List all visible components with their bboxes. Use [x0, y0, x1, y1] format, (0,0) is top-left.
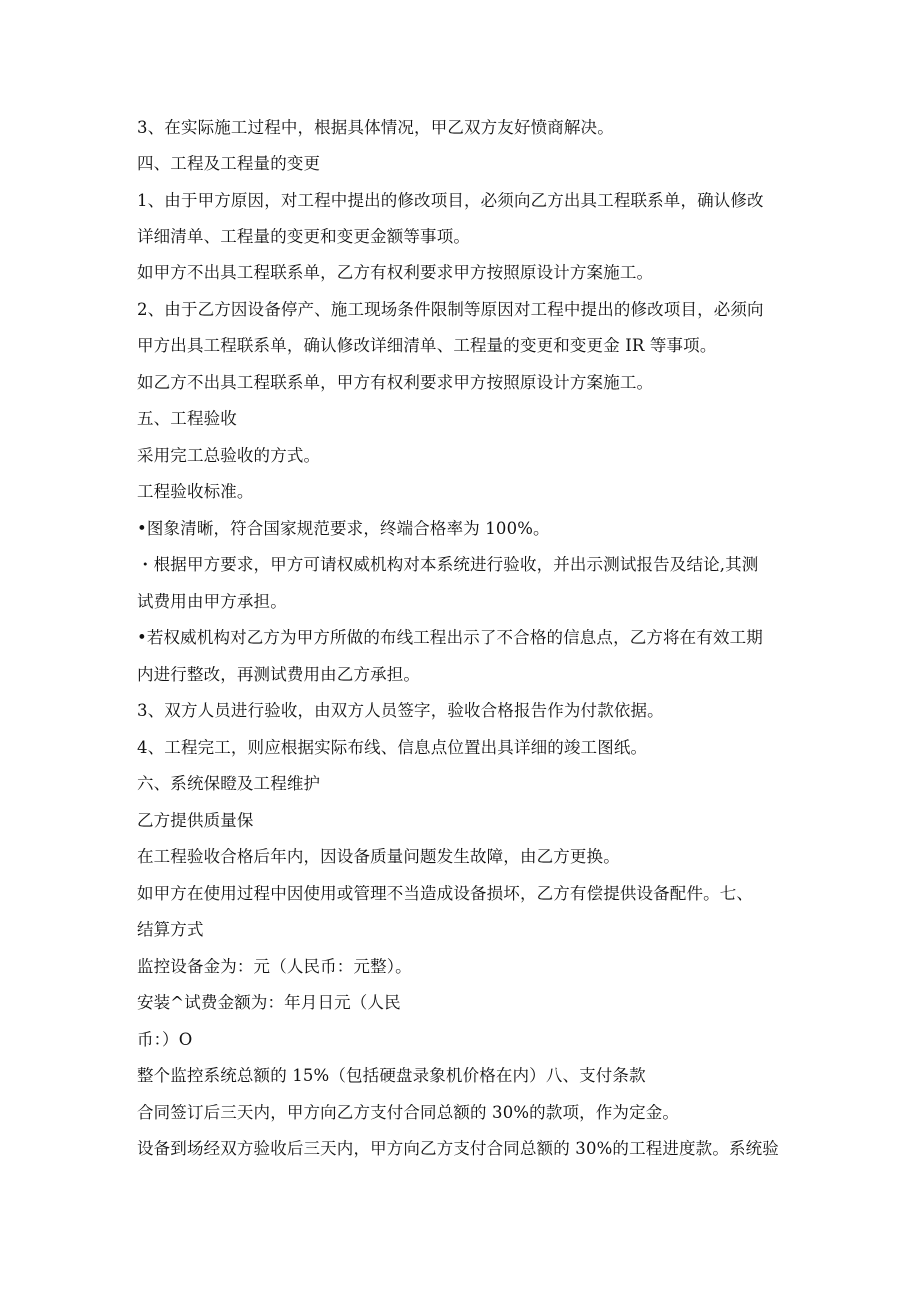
text-line: 甲方出具工程联系单，确认修改详细清单、工程量的变更和变更金 IR 等事项。	[137, 336, 717, 355]
text-line: 如乙方不出具工程联系单，甲方有权利要求甲方按照原设计方案施工。	[137, 373, 654, 392]
text-line: 如甲方不出具工程联系单，乙方有权利要求甲方按照原设计方案施工。	[137, 263, 654, 282]
text-line: 如甲方在使用过程中因使用或管理不当造成设备损坏，乙方有偿提供设备配件。七、	[137, 884, 754, 903]
text-line: 安装^试费金额为：年月日元（人民	[137, 993, 401, 1012]
section-heading: 结算方式	[137, 920, 204, 939]
bullet-line: •图象清晰，符合国家规范要求，终端合格率为 100%。	[137, 519, 550, 538]
section-heading: 六、系统保瞪及工程维护	[137, 774, 321, 793]
text-line: 4、工程完工，则应根据实际布线、信息点位置出具详细的竣工图纸。	[137, 738, 648, 757]
text-line: 币：）O	[137, 1030, 193, 1049]
bullet-line: ・根据甲方要求，甲方可请权威机构对本系统进行验收，并出示测试报告及结论,其测	[137, 555, 759, 574]
text-line: 详细清单、工程量的变更和变更金额等事项。	[137, 227, 470, 246]
text-line: 内进行整改，再测试费用由乙方承担。	[137, 665, 421, 684]
text-line: 设备到场经双方验收后三天内，甲方向乙方支付合同总额的 30%的工程进度款。系统验	[137, 1139, 779, 1158]
text-line: 合同签订后三天内，甲方向乙方支付合同总额的 30%的款项，作为定金。	[137, 1103, 680, 1122]
text-line: 试费用由甲方承担。	[137, 592, 287, 611]
text-line: 在工程验收合格后年内，因设备质量问题发生故障，由乙方更换。	[137, 847, 620, 866]
text-line: 工程验收标准。	[137, 482, 254, 501]
text-line: 采用完工总验收的方式。	[137, 446, 321, 465]
text-line: 整个监控系统总额的 15%（包括硬盘录象机价格在内）八、支付条款	[137, 1066, 646, 1085]
section-heading: 四、工程及工程量的变更	[137, 154, 321, 173]
text-line: 监控设备金为：元（人民币：元整）。	[137, 957, 412, 976]
bullet-line: •若权威机构对乙方为甲方所做的布线工程出示了不合格的信息点，乙方将在有效工期	[137, 628, 763, 647]
text-line: 乙方提供质量保	[137, 811, 254, 830]
text-line: 3、在实际施工过程中，根据具体情况，甲乙双方友好愤商解决。	[137, 118, 614, 137]
section-heading: 五、工程验收	[137, 409, 237, 428]
text-line: 2、由于乙方因设备停产、施工现场条件限制等原因对工程中提出的修改项目，必须向	[137, 300, 764, 319]
text-line: 1、由于甲方原因，对工程中提出的修改项目，必须向乙方出具工程联系单，确认修改	[137, 191, 764, 210]
text-line: 3、双方人员进行验收，由双方人员签字，验收合格报告作为付款依据。	[137, 701, 664, 720]
